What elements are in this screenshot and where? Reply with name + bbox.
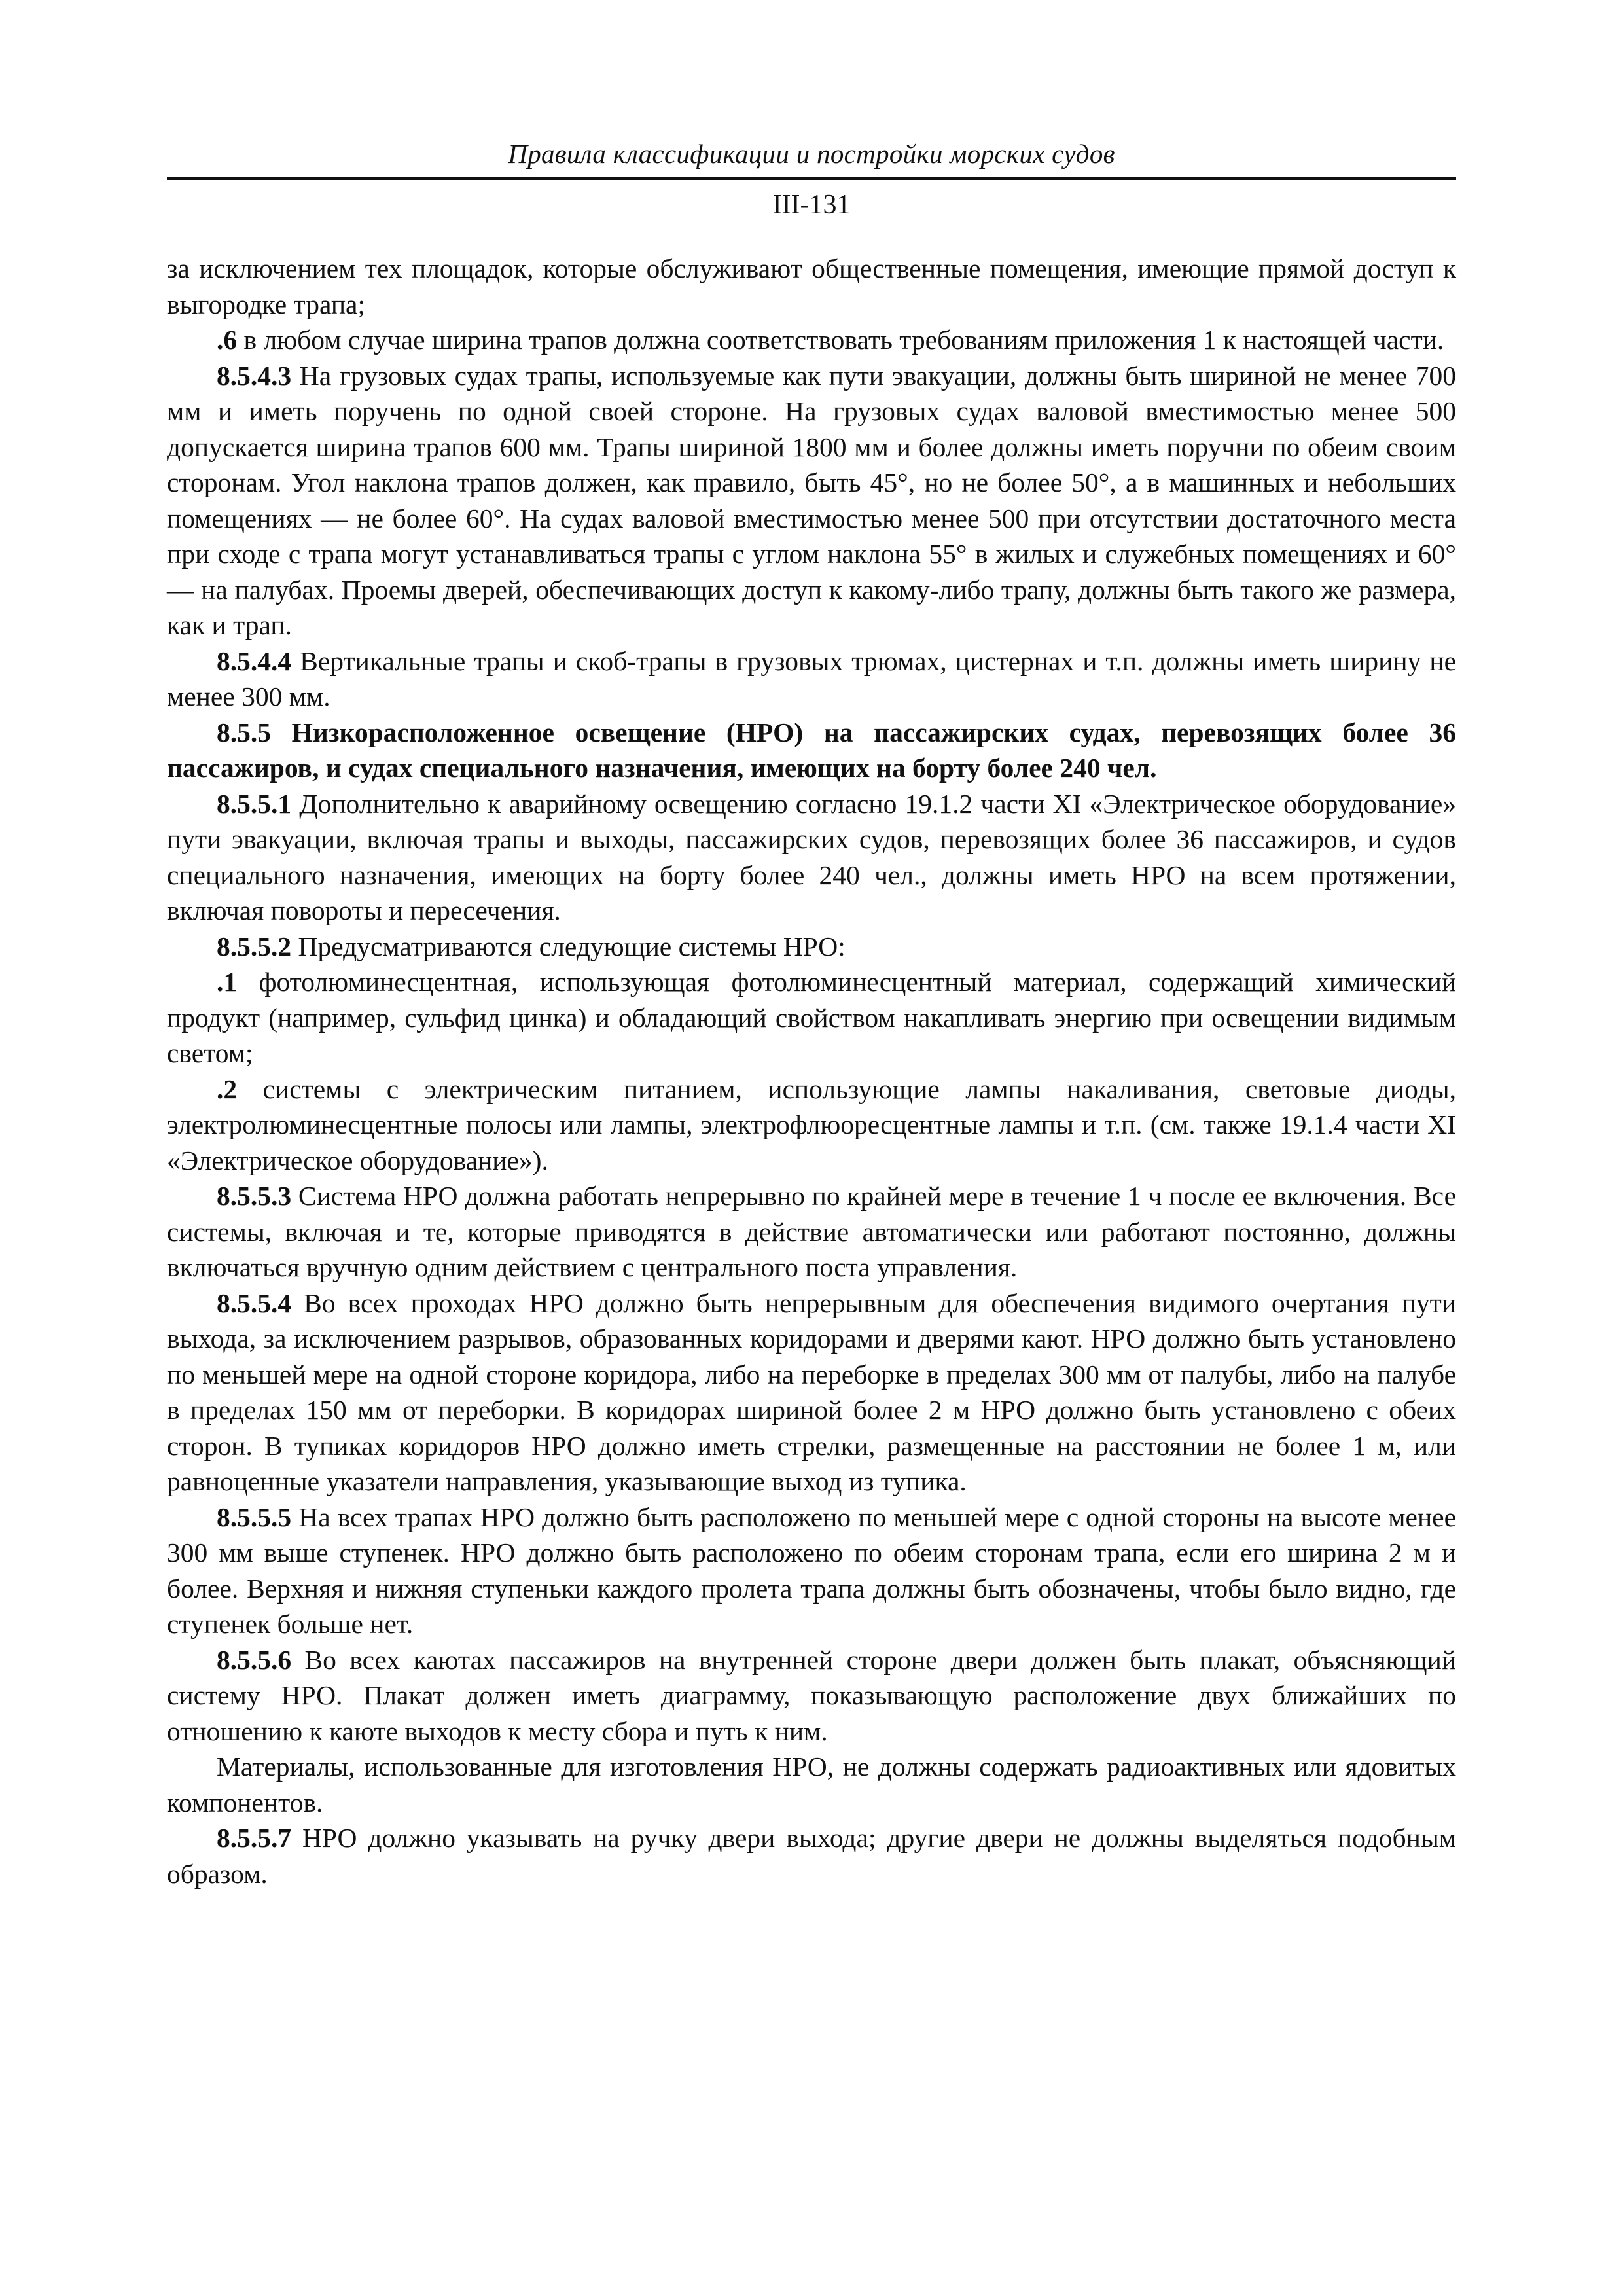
body-text [167, 251, 1456, 1892]
paragraph-cont [167, 251, 1456, 322]
paragraph-text: Во всех проходах НРО должно быть непрерывным для обеспечения видимого очертания пути выхода, за исключением разрывов, образованных коридорами и дверями кают. НРО должно быть установлено по меньшей мере на одной стороне коридора, либо на переборке в пределах 300 мм от палубы, либо на палубе в пределах 150 мм от переборки. В коридорах шириной более 2 м НРО должно быть установлено с обеих сторон. В тупиках коридоров НРО должно иметь стрелки, размещенные на расстоянии не более 1 м, или равноценные указатели направления, указывающие выход из тупика. [167, 1287, 1456, 1496]
paragraph-text: в любом случае ширина трапов должна соответствовать требованиям приложения 1 к настоящей части. [237, 325, 1444, 355]
paragraph-text: за исключением тех площадок, которые обслуживают общественные помещения, имеющие прямой доступ к выгородке трапа; [167, 253, 1456, 319]
clause-number: 8.5.5.7 [217, 1823, 292, 1853]
clause-8-5-5-4 [167, 1285, 1456, 1499]
running-title: Правила классификации и постройки морских судов [508, 139, 1115, 169]
clause-number: 8.5.5.1 [217, 788, 292, 819]
clause-number: 8.5.4.4 [217, 645, 292, 676]
list-item-6 [167, 322, 1456, 358]
paragraph-text: НРО должно указывать на ручку двери выхода; другие двери не должны выделяться подобным образом. [167, 1823, 1456, 1889]
clause-8-5-5-2 [167, 929, 1456, 965]
clause-8-5-5-6 [167, 1642, 1456, 1749]
clause-8-5-4-3 [167, 358, 1456, 643]
list-item-1 [167, 964, 1456, 1071]
paragraph-materials [167, 1749, 1456, 1820]
header-rule [167, 177, 1456, 180]
clause-8-5-5-3 [167, 1178, 1456, 1285]
paragraph-text: На грузовых судах трапы, используемые как пути эвакуации, должны быть шириной не менее 700 мм и иметь поручень по одной своей стороне. На грузовых судах валовой вместимостью менее 500 допускается ширина трапов 600 мм. Трапы шириной 1800 мм и более должны иметь поручни по обеим своим сторонам. Угол наклона трапов должен, как правило, быть 45°, но не более 50°, а в машинных и небольших помещениях — не более 60°. На судах валовой вместимостью менее 500 при отсутствии достаточного места при сходе с трапа могут устанавливаться трапы с углом наклона 55° в жилых и служебных помещениях и 60° — на палубах. Проемы дверей, обеспечивающих доступ к какому-либо трапу, должны быть такого же размера, как и трап. [167, 360, 1456, 640]
clause-number: 8.5.5.6 [217, 1644, 292, 1675]
page-number: III-131 [772, 190, 851, 220]
item-number: .1 [217, 967, 238, 997]
clause-8-5-4-4 [167, 643, 1456, 715]
paragraph-text: Вертикальные трапы и скоб-трапы в грузовых трюмах, цистернах и т.п. должны иметь ширину не менее 300 мм. [167, 645, 1456, 711]
paragraph-text: системы с электрическим питанием, использующие лампы накаливания, световые диоды, электролюминесцентные полосы или лампы, электрофлюоресцентные лампы и т.п. (см. также 19.1.4 части XI «Электрическое оборудование»). [167, 1073, 1456, 1175]
list-item-2 [167, 1071, 1456, 1179]
section-heading-text: 8.5.5 Низкорасположенное освещение (НРО) на пассажирских судах, перевозящих более 36 пассажиров, и судах специального назначения, имеющих на борту более 240 чел. [167, 717, 1456, 783]
clause-number: 8.5.5.3 [217, 1181, 292, 1211]
item-number: .2 [217, 1073, 238, 1104]
clause-number: 8.5.5.5 [217, 1501, 292, 1532]
paragraph-text: На всех трапах НРО должно быть расположено по меньшей мере с одной стороны на высоте менее 300 мм выше ступенек. НРО должно быть расположено по обеим сторонам трапа, если его ширина 2 м и более. Верхняя и нижняя ступеньки каждого пролета трапа должны быть обозначены, чтобы было видно, где ступенек больше нет. [167, 1501, 1456, 1639]
item-number: .6 [217, 325, 238, 355]
clause-number: 8.5.5.2 [217, 931, 292, 961]
section-heading-8-5-5 [167, 715, 1456, 786]
paragraph-text: Предусматриваются следующие системы НРО: [291, 931, 846, 961]
clause-number: 8.5.4.3 [217, 360, 292, 391]
paragraph-text: Во всех каютах пассажиров на внутренней стороне двери должен быть плакат, объясняющий систему НРО. Плакат должен иметь диаграмму, показывающую расположение двух ближайших по отношению к каюте выходов к месту сбора и путь к ним. [167, 1644, 1456, 1746]
paragraph-text: Материалы, использованные для изготовления НРО, не должны содержать радиоактивных или ядовитых компонентов. [167, 1751, 1456, 1818]
paragraph-text: Дополнительно к аварийному освещению согласно 19.1.2 части XI «Электрическое оборудование» пути эвакуации, включая трапы и выходы, пассажирских судов, перевозящих более 36 пассажиров, и судов специального назначения, имеющих на борту более 240 чел., должны иметь НРО на всем протяжении, включая повороты и пересечения. [167, 788, 1456, 925]
paragraph-text: Система НРО должна работать непрерывно по крайней мере в течение 1 ч после ее включения. Все системы, включая и те, которые приводятся в действие автоматически или работают постоянно, должны включаться вручную одним действием с центрального поста управления. [167, 1181, 1456, 1282]
clause-8-5-5-7 [167, 1820, 1456, 1892]
clause-number: 8.5.5.4 [217, 1287, 292, 1318]
clause-8-5-5-5 [167, 1499, 1456, 1642]
paragraph-text: фотолюминесцентная, использующая фотолюминесцентный материал, содержащий химический продукт (например, сульфид цинка) и обладающий свойством накапливать энергию при освещении видимым светом; [167, 967, 1456, 1068]
clause-8-5-5-1 [167, 786, 1456, 929]
